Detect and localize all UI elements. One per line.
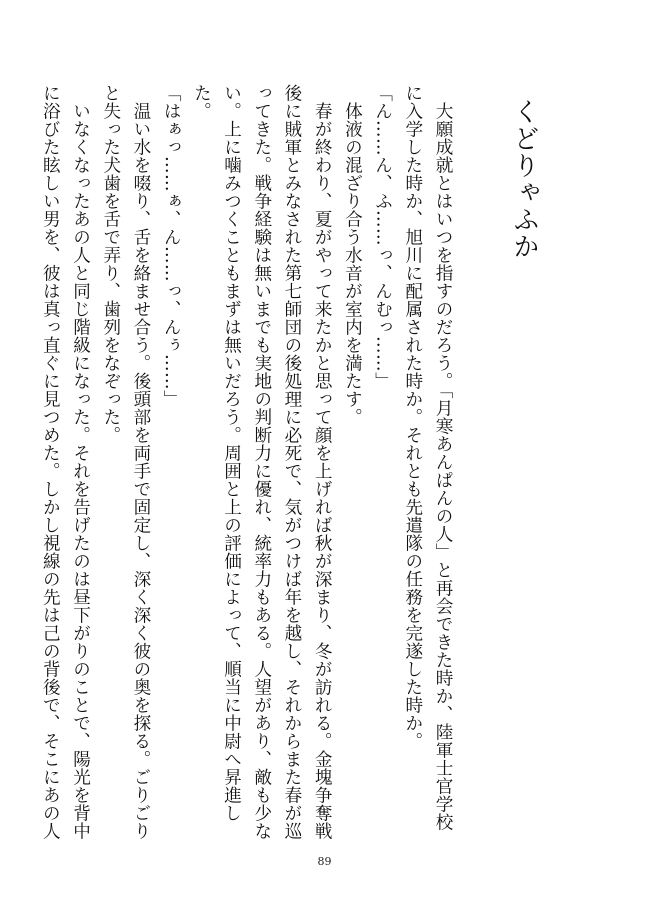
chapter-title: くどりゃふか [509,98,539,260]
text-line: いなくなったあの人と同じ階級になった。それを告げたのは昼下がりのことで、陽光を背中 [70,84,91,840]
text-line: 「ん……ん、ふ……っ、んむっ……」 [372,84,393,390]
text-line: ってきた。戦争経験は無いまでも実地の判断力に優れ、統率力もある。人望があり、敵も少な [251,84,272,840]
page-number: 89 [317,855,332,868]
text-line: 大願成就とはいつを指すのだろう。「月寒あんぱんの人」と再会できた時か、陸軍士官学校 [433,84,453,832]
text-line: 温い水を啜り、舌を絡ませ合う。後頭部を両手で固定し、深く深く彼の奥を探る。ごりごり [130,84,151,840]
text-line: 春が終わり、夏がやって来たかと思って顔を上げれば秋が深まり、冬が訪れる。金塊争奪戦 [312,84,333,840]
text-line: い。上に噛みつくこともまずは無いだろう。周囲と上の評価によって、順当に中尉へ昇進し [221,84,242,822]
text-line: 体液の混ざり合う水音が室内を満たす。 [342,84,363,426]
text-line: に入学した時か、旭川に配属された時か。それとも先遣隊の任務を完遂した時か。 [402,84,423,750]
text-line: 後に賊軍とみなされた第七師団の後処理に必死で、気がつけば年を越し、それからまた春が巡 [281,84,302,840]
body-text [40,84,458,840]
text-line: と失った犬歯を舌で弄り、歯列をなぞった。 [100,84,121,444]
text-line: に浴びた眩しい男を、彼は真っ直ぐに見つめた。しかし視線の先は己の背後で、そこにあの人 [40,84,61,840]
text-line: た。 [191,84,212,120]
text-line: 「はぁっ……ぁ、ん……っ、んぅ……」 [161,84,182,408]
